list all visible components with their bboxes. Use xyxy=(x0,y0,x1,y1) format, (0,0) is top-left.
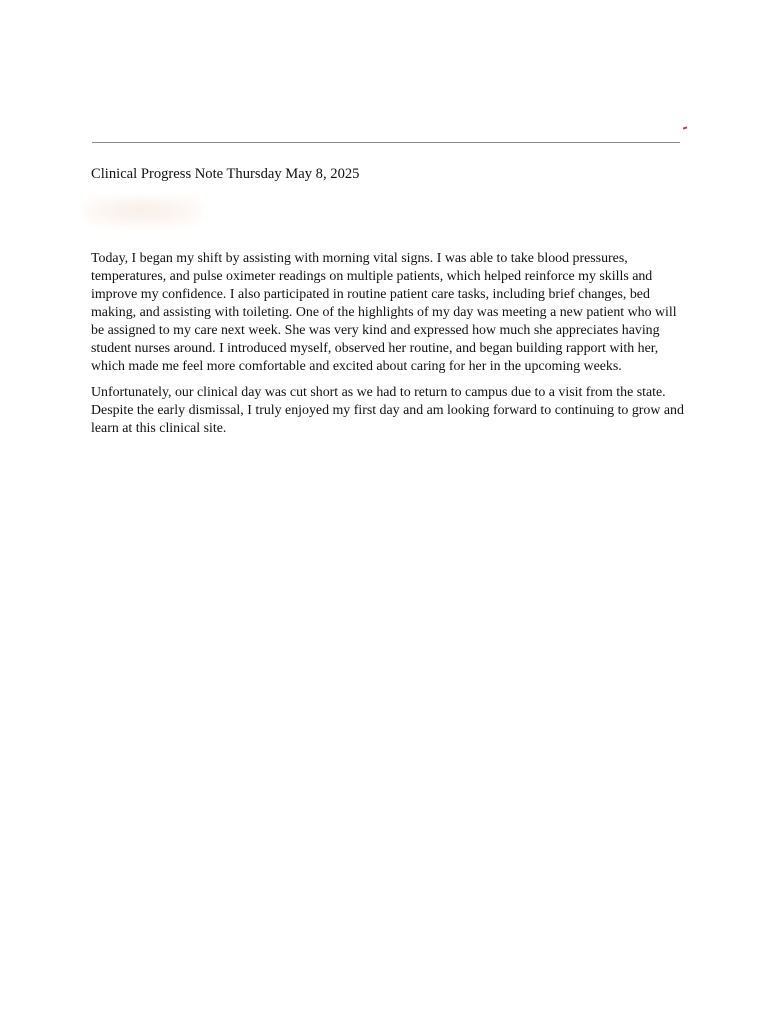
paragraph-2: Unfortunately, our clinical day was cut short as we had to return to campus due to a visit from the state. Despite the early dismissal, I truly enjoyed my first day and am looking forward to continuing to grow and learn at this clinical site. xyxy=(91,385,684,436)
document-body xyxy=(91,250,691,446)
document-title: Clinical Progress Note Thursday May 8, 2025 xyxy=(91,166,360,182)
paragraph-1: Today, I began my shift by assisting with morning vital signs. I was able to take blood pressures, temperatures, and pulse oximeter readings on multiple patients, which helped reinforce my skills and improve my confidence. I also participated in routine patient care tasks, including brief changes, bed making, and assisting with toileting. One of the highlights of my day was meeting a new patient who will be assigned to my care next week. She was very kind and expressed how much she appreciates having student nurses around. I introduced myself, observed her routine, and began building rapport with her, which made me feel more comfortable and excited about caring for her in the upcoming weeks. xyxy=(91,251,677,374)
red-mark xyxy=(683,126,687,129)
header-rule xyxy=(92,142,680,143)
faint-smudge xyxy=(84,196,202,226)
